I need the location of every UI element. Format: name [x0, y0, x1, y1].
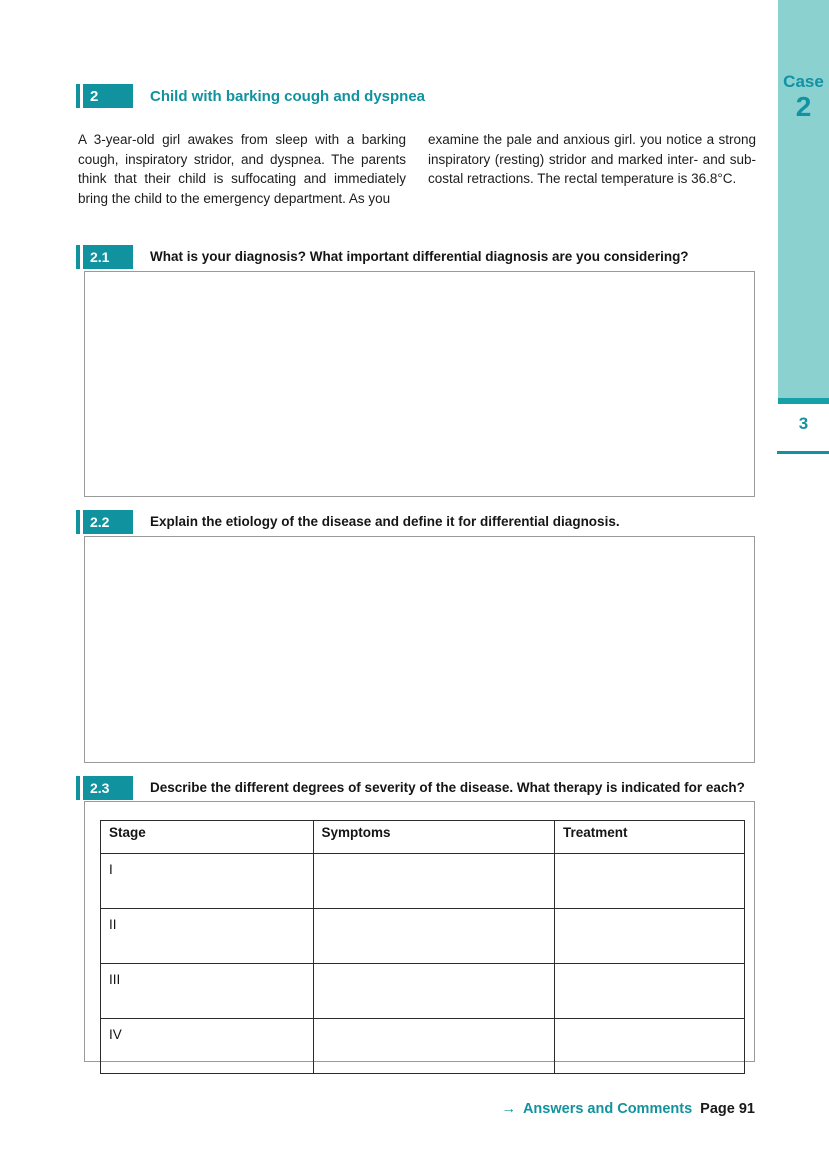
question-2-1 [76, 245, 689, 269]
page-number-block [778, 414, 829, 434]
column-header-treatment: Treatment [555, 821, 745, 854]
question-2-3 [76, 776, 745, 800]
stage-cell: III [101, 964, 314, 1019]
case-description-left-column: A 3-year-old girl awakes from sleep with a barking cough, inspiratory stridor, and dyspnea. The parents think that their child is suffocating and immediately bring the child to the emergency department. As you [78, 132, 406, 206]
question-2-2 [76, 510, 620, 534]
treatment-cell [555, 1019, 745, 1074]
treatment-cell [555, 964, 745, 1019]
case-description [78, 130, 757, 208]
symptoms-cell [313, 854, 555, 909]
table-row [101, 854, 745, 909]
page-number-rule [777, 451, 829, 454]
table-header-row [101, 821, 745, 854]
column-header-stage: Stage [101, 821, 314, 854]
answers-page-number: Page 91 [700, 1101, 755, 1117]
table-row [101, 909, 745, 964]
page-number: 3 [798, 414, 809, 433]
case-header [76, 84, 425, 108]
footer-reference [84, 1101, 755, 1117]
case-tab-number: 2 [795, 91, 812, 122]
stage-cell: IV [101, 1019, 314, 1074]
question-accent-bar [76, 776, 80, 800]
symptoms-cell [313, 1019, 555, 1074]
question-2-3-badge: 2.3 [83, 776, 133, 800]
answer-box-2-1 [84, 271, 755, 497]
treatment-cell [555, 909, 745, 964]
column-header-symptoms: Symptoms [313, 821, 555, 854]
table-row [101, 1019, 745, 1074]
treatment-cell [555, 854, 745, 909]
arrow-right-icon: → [501, 1101, 516, 1117]
symptoms-cell [313, 964, 555, 1019]
table-row [101, 964, 745, 1019]
symptoms-cell [313, 909, 555, 964]
severity-table [100, 820, 745, 1074]
header-accent-bar [76, 84, 80, 108]
case-title: Child with barking cough and dyspnea [150, 88, 426, 105]
question-2-3-text: Describe the different degrees of severity of the disease. What therapy is indicated for each? [150, 780, 745, 795]
answers-and-comments-reference: Answers and Comments [522, 1101, 693, 1117]
question-2-2-badge: 2.2 [83, 510, 133, 534]
question-accent-bar [76, 510, 80, 534]
stage-cell: II [101, 909, 314, 964]
question-2-2-text: Explain the etiology of the disease and define it for differential diagnosis. [150, 514, 620, 529]
case-tab-label: Case [783, 72, 824, 91]
case-description-right-column: examine the pale and anxious girl. you notice a strong inspiratory (resting) stridor and marked inter- and sub-costal retractions. The rectal temperature is 36.8°C. [428, 132, 756, 186]
case-tab-strip [778, 0, 829, 404]
question-2-1-badge: 2.1 [83, 245, 133, 269]
question-2-1-text: What is your diagnosis? What important differential diagnosis are you considering? [150, 249, 689, 264]
stage-cell: I [101, 854, 314, 909]
case-number-badge: 2 [83, 84, 133, 108]
question-accent-bar [76, 245, 80, 269]
answer-box-2-2 [84, 536, 755, 763]
